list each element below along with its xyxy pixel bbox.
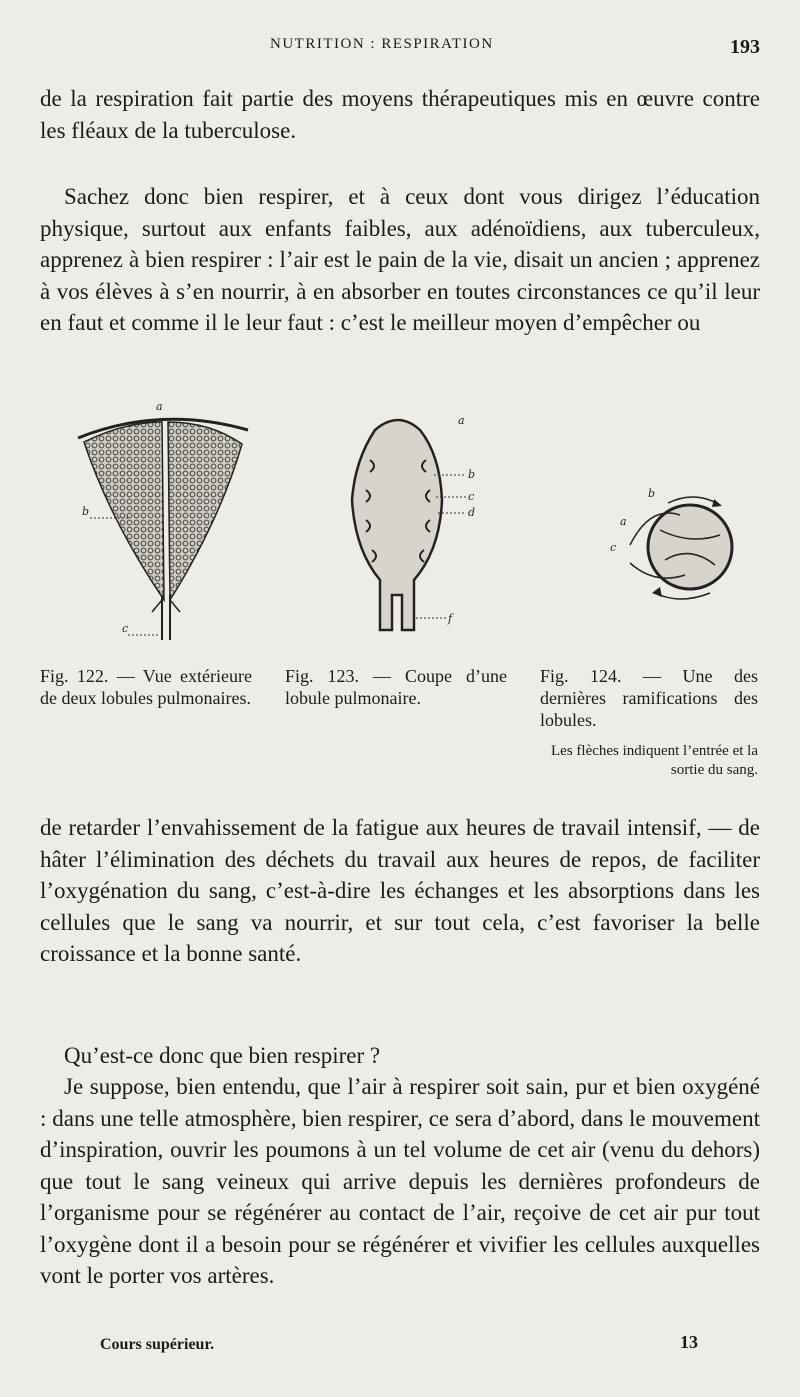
fig123-label-f: f <box>448 612 453 625</box>
figure-123-caption: Fig. 123. — Coupe d’une lobule pulmonaire. <box>285 666 507 708</box>
figure-123-illustration <box>330 400 490 640</box>
page-number: 193 <box>730 36 760 58</box>
fig123-label-c: c <box>468 490 475 503</box>
paragraph-5: Je suppose, bien entendu, que l’air à respirer soit sain, pur et bien oxygéné : dans une telle atmosphère, bien respirer, ce sera d’abord, dans le mouvement d’inspiration, ouvrir les poumons à un tel volume de cet air (venu du dehors) que tout le sang veineux qui arrive depuis les dernières profondeurs de l’organisme pour se régénérer au contact de l’air, reçoive de cet air pur tout l’oxygène dont il a besoin pour se régénérer et vivifier les cellules auxquelles vont le porter vos artères. <box>40 1074 760 1288</box>
figure-124-note: Les flèches indiquent l’entrée et la sortie du sang. <box>551 743 758 778</box>
footer-signature: Cours supérieur. <box>100 1336 215 1353</box>
fig122-label-a: a <box>156 400 163 413</box>
figure-122-caption: Fig. 122. — Vue extérieure de deux lobules pulmonaires. <box>40 666 252 708</box>
fig123-label-d: d <box>468 506 476 519</box>
figure-124-illustration <box>610 485 740 615</box>
fig123-label-a: a <box>458 414 465 427</box>
fig123-label-b: b <box>468 468 476 481</box>
fig122-label-b: b <box>82 505 90 518</box>
figure-124-caption: Fig. 124. — Une des dernières ramifications des lobules. <box>540 666 758 730</box>
figure-panel <box>0 390 800 790</box>
fig122-label-c: c <box>122 622 129 635</box>
footer-sheet-number: 13 <box>680 1332 698 1352</box>
paragraph-4: Qu’est-ce donc que bien respirer ? <box>64 1043 381 1068</box>
figure-122-illustration <box>70 400 260 650</box>
paragraph-2: Sachez donc bien respirer, et à ceux dont vous dirigez l’éducation physique, surtout aux enfants faibles, aux adénoïdiens, aux tuberculeux, apprenez à bien respirer : l’air est le pain de la vie, disait un ancien ; apprenez à vos élèves à s’en nourrir, à en absorber en toutes circonstances ce qu’il leur en faut et comme il le leur faut : c’est le meilleur moyen d’empêcher ou <box>40 184 760 335</box>
fig124-label-c: c <box>610 541 617 554</box>
running-title: NUTRITION : RESPIRATION <box>270 36 494 52</box>
running-head <box>0 32 800 62</box>
paragraph-3: de retarder l’envahissement de la fatigue aux heures de travail intensif, — de hâter l’élimination des déchets du travail aux heures de repos, de faciliter l’oxygénation du sang, c’est-à-dire les échanges et les absorptions dans les cellules que le sang va nourrir, et sur tout cela, c’est favoriser la belle croissance et la bonne santé. <box>40 815 760 966</box>
fig124-label-b: b <box>648 487 656 500</box>
fig124-label-a: a <box>620 515 627 528</box>
paragraph-1: de la respiration fait partie des moyens thérapeutiques mis en œuvre contre les fléaux de la tuberculose. <box>40 86 760 143</box>
